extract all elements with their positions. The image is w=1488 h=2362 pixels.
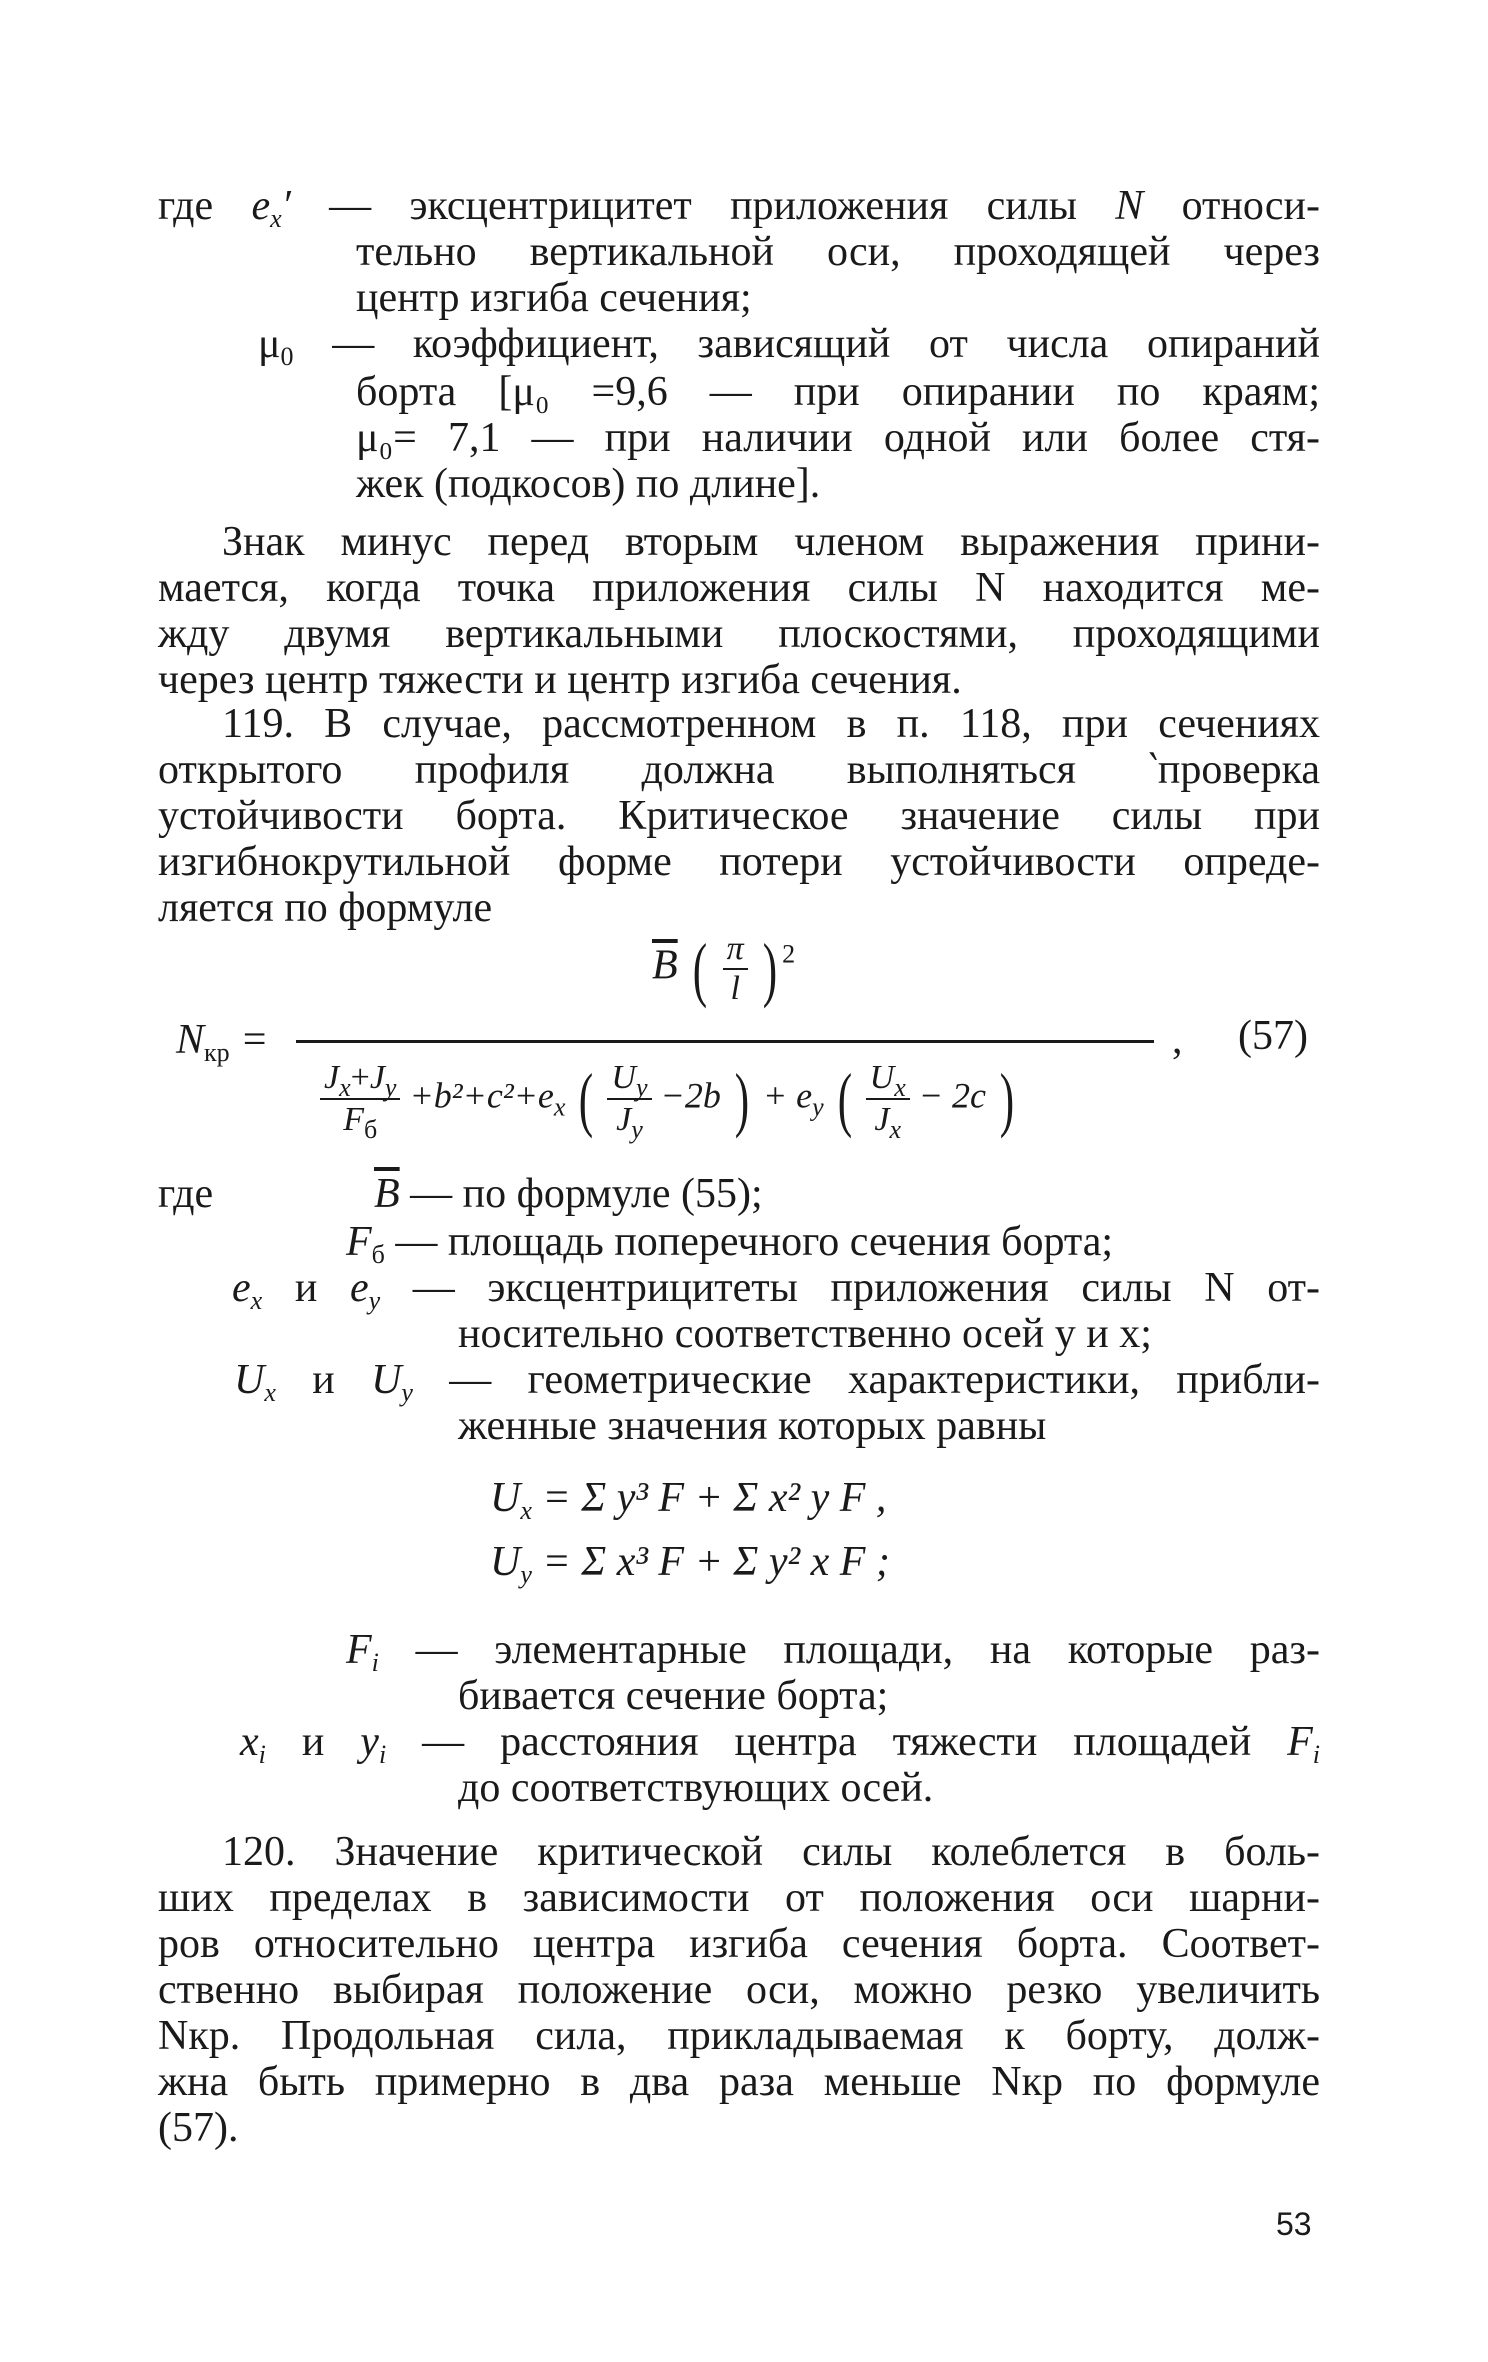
formula-Ux: $U_x = \Sigma$ y³ F + Σ x² y F ,	[490, 1475, 887, 1525]
para3-line5: Nкр. Продольная сила, прикладываемая к борту, долж-	[158, 2013, 1320, 2059]
para3-line4: ственно выбирая положение оси, можно резко увеличить	[158, 1967, 1320, 2013]
formula-numerator: $\overline{B}$ ( $\frac{\pi}{l}$ ) $^2$	[652, 929, 796, 1009]
formula-fraction-bar	[296, 1040, 1154, 1043]
para2-line3: устойчивости борта. Критическое значение силы при	[158, 793, 1320, 839]
def-mu-line1: $\mu_0$ — коэффициент, зависящий от числа опираний	[258, 321, 1321, 371]
para1-line1: Знак минус перед вторым членом выражения прини-	[222, 519, 1320, 565]
def2-Fi-line1: $F_i$ — элементарные площади, на которые раз-	[346, 1627, 1320, 1677]
para1-line4: через центр тяжести и центр изгиба сечения.	[158, 657, 962, 703]
para3-line2: ших пределах в зависимости от положения оси шарни-	[158, 1875, 1320, 1921]
def2-U-line1: $U_x$ и $U_y$ — геометрические характеристики, прибли-	[234, 1357, 1320, 1407]
def-ex-line3: центр изгиба сечения;	[356, 275, 752, 321]
def2-F: $F_б$ — площадь поперечного сечения борта;	[346, 1219, 1114, 1269]
formula-Uy: $U_y = \Sigma$ x³ F + Σ y² x F ;	[490, 1539, 890, 1589]
para3-line3: ров относительно центра изгиба сечения борта. Соответ-	[158, 1921, 1320, 1967]
def-ex-line1: где $e_x'$ — эксцентрицитет приложения силы N относи-	[158, 183, 1320, 233]
para2-line5: ляется по формуле	[158, 885, 493, 931]
def2-e-line1: $e_x$ и $e_y$ — эксцентрицитеты приложения силы N от-	[232, 1265, 1321, 1315]
def-ex-line2: тельно вертикальной оси, проходящей через	[356, 229, 1320, 275]
def2-xy-line1: $x_i$ и $y_i$ — расстояния центра тяжести площадей $F_i$	[240, 1719, 1321, 1769]
def2-B: $\overline{B}$ — по формуле (55);	[374, 1171, 763, 1217]
def-mu-line3: μ₀= 7,1 — при наличии одной или более стя-	[356, 415, 1320, 461]
para2-line2: открытого профиля должна выполняться ‵проверка	[158, 747, 1320, 793]
def2-U-line2: женные значения которых равны	[458, 1403, 1047, 1449]
page-number: 53	[1276, 2206, 1312, 2242]
def2-xy-line2: до соответствующих осей.	[458, 1765, 934, 1811]
formula-denominator: $\frac{J_x+J_y}{F_б}$ $+b^2+c^2+e_x$ ( $\frac{U_y}{J_y}$ −2b ) + $e_y$ ( $\frac{U_x}{J_x}$ − 2c )	[320, 1058, 1019, 1140]
para2-line4: изгибнокрутильной форме потери устойчивости опреде-	[158, 839, 1320, 885]
formula-number: (57)	[1238, 1013, 1308, 1059]
def2-Fi-line2: бивается сечение борта;	[458, 1673, 889, 1719]
def-mu-line4: жек (подкосов) по длине].	[356, 461, 821, 507]
def2-gde: где	[158, 1171, 214, 1217]
def2-e-line2: носительно соответственно осей y и x;	[458, 1311, 1152, 1357]
para3-line6: жна быть примерно в два раза меньше Nкр по формуле	[158, 2059, 1320, 2105]
para2-line1: 119. В случае, рассмотренном в п. 118, при сечениях	[222, 701, 1320, 747]
formula-lhs: $N_{кр}$ =	[176, 1017, 269, 1067]
para1-line3: жду двумя вертикальными плоскостями, проходящими	[158, 611, 1320, 657]
para3-line7: (57).	[158, 2105, 239, 2151]
para3-line1: 120. Значение критической силы колеблется в боль-	[222, 1829, 1320, 1875]
para1-line2: мается, когда точка приложения силы N находится ме-	[158, 565, 1320, 611]
formula-comma: ,	[1172, 1017, 1183, 1063]
def-mu-line2: борта [μ₀ =9,6 — при опирании по краям;	[356, 369, 1320, 415]
